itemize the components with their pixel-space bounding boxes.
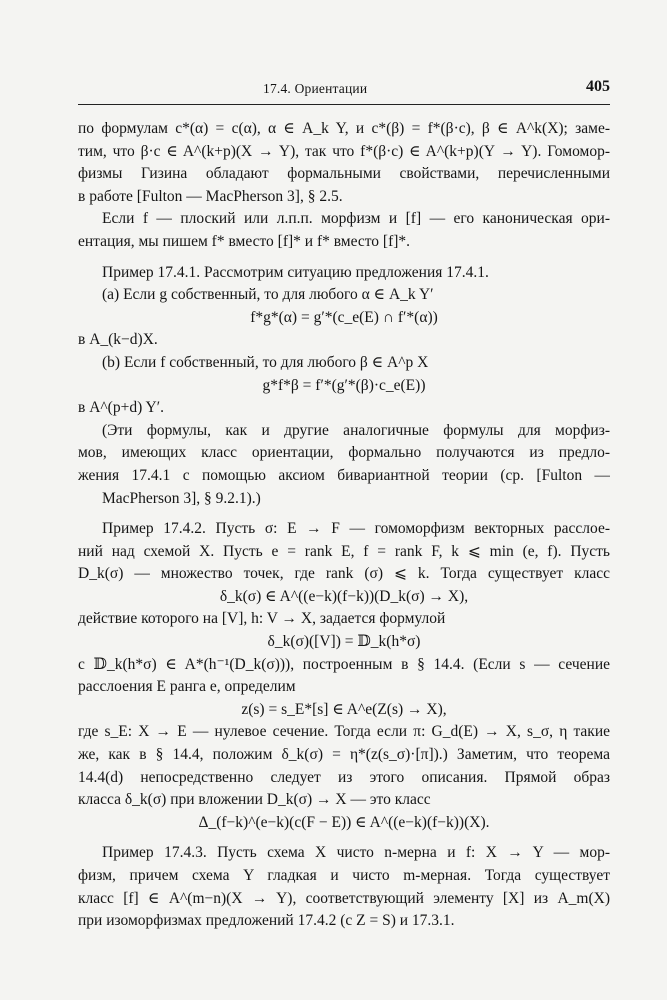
text-line: где s_E: X → E — нулевое сечение. Тогда если π: G_d(E) → X, s_σ, η такие bbox=[78, 723, 610, 741]
text-line: мов, имеющих класс ориентации, формально получаются из предло- bbox=[78, 444, 610, 462]
page-number: 405 bbox=[586, 78, 610, 95]
text-line: (Эти формулы, как и другие аналогичные формулы для морфиз- bbox=[102, 421, 610, 439]
text-line: расслоения E ранга e, определим bbox=[78, 678, 296, 696]
header-rule bbox=[78, 104, 610, 105]
text-line: D_k(σ) — множество точек, где rank (σ) ⩽ k. Тогда существует класс bbox=[78, 565, 610, 583]
text-line: 14.4(d) непосредственно следует из этого описания. Прямой образ bbox=[78, 768, 610, 786]
page-body bbox=[78, 118, 610, 933]
text-line: ний над схемой X. Пусть e = rank E, f = rank F, k ⩽ min (e, f). Пусть bbox=[78, 542, 610, 560]
text-line: MacPherson 3], § 9.2.1).) bbox=[102, 489, 261, 507]
text-line: же, как в § 14.4, положим δ_k(σ) = η*(z(s_σ)·[π]).) Заметим, что теорема bbox=[78, 746, 610, 764]
display-formula: f*g*(α) = g′*(c_e(E) ∩ f′*(α)) bbox=[250, 308, 438, 326]
text-line: физмы Гизина обладают формальными свойствами, перечисленными bbox=[78, 165, 610, 183]
text-line: физм, причем схема Y гладкая и чисто m-мерная. Тогда существует bbox=[78, 867, 610, 884]
display-formula: δ_k(σ) ∈ A^((e−k)(f−k))(D_k(σ) → X), bbox=[219, 587, 469, 605]
text-line: класса δ_k(σ) при вложении D_k(σ) → X — это класс bbox=[78, 791, 431, 809]
text-line: по формулам c*(α) = c(α), α ∈ A_k Y, и c*(β) = f*(β·c), β ∈ A^k(X); заме- bbox=[78, 120, 610, 137]
display-formula: Δ_(f−k)^(e−k)(c(F − E)) ∈ A^((e−k)(f−k))(X). bbox=[198, 813, 490, 831]
example-heading: Пример 17.4.3. Пусть схема X чисто n-мерна и f: X → Y — мор- bbox=[102, 844, 610, 862]
text-line: класс [f] ∈ A^(m−n)(X → Y), соответствующий элементу [X] из A_m(X) bbox=[78, 889, 610, 907]
text-line: с 𝔻_k(h*σ) ∈ A*(h⁻¹(D_k(σ))), построенным в § 14.4. (Если s — сечение bbox=[78, 655, 610, 673]
text-line: в A_(k−d)X. bbox=[78, 331, 158, 349]
display-formula: z(s) = s_E*[s] ∈ A^e(Z(s) → X), bbox=[241, 700, 447, 718]
display-formula: g*f*β = f′*(g′*(β)·c_e(E)) bbox=[262, 376, 426, 394]
example-heading: Пример 17.4.2. Пусть σ: E → F — гомоморфизм векторных расслое- bbox=[102, 520, 610, 538]
page-header bbox=[78, 78, 610, 100]
text-line: при изоморфизмах предложений 17.4.2 (с Z = S) и 17.3.1. bbox=[78, 912, 455, 930]
running-title: 17.4. Ориентации bbox=[263, 81, 368, 96]
text-line: (b) Если f собственный, то для любого β ∈ A^p X bbox=[102, 353, 429, 371]
example-heading: Пример 17.4.1. Рассмотрим ситуацию предложения 17.4.1. bbox=[102, 263, 489, 281]
text-line: в работе [Fulton — MacPherson 3], § 2.5. bbox=[78, 187, 343, 205]
text-line: в A^(p+d) Y′. bbox=[78, 399, 164, 417]
text-line: действие которого на [V], h: V → X, задается формулой bbox=[78, 610, 446, 628]
text-line: Если f — плоский или л.п.п. морфизм и [f] — его каноническая ори- bbox=[102, 210, 610, 228]
text-line: ентация, мы пишем f* вместо [f]* и f* вместо [f]*. bbox=[78, 232, 411, 250]
text-line: (a) Если g собственный, то для любого α ∈ A_k Y′ bbox=[102, 286, 434, 304]
display-formula: δ_k(σ)([V]) = 𝔻_k(h*σ) bbox=[267, 633, 421, 651]
text-line: тим, что β·c ∈ A^(k+p)(X → Y), так что f*(β·c) ∈ A^(k+p)(Y → Y). Гомомор- bbox=[78, 142, 610, 160]
text-line: жения 17.4.1 с помощью аксиом бивариантной теории (ср. [Fulton — bbox=[78, 466, 610, 484]
